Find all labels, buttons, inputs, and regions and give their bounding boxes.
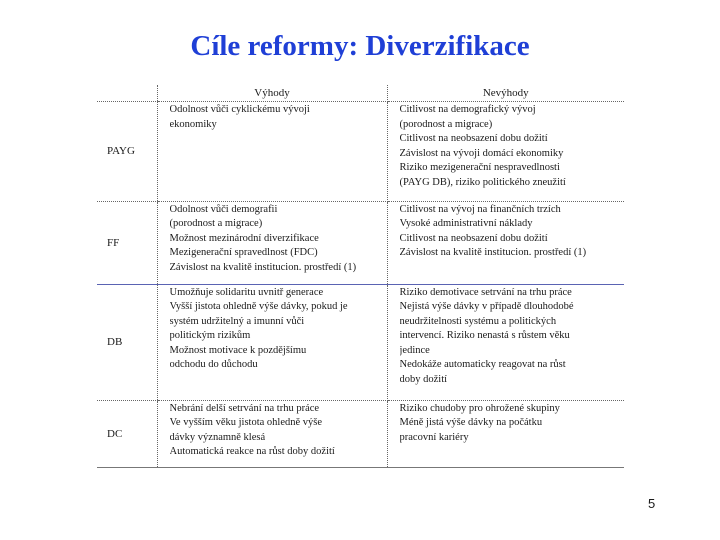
table-row-payg	[97, 102, 624, 202]
cell-line: neudržitelnosti systému a politických	[399, 315, 557, 327]
cell-line: doby dožití	[399, 373, 448, 385]
disadvantages-cell	[387, 284, 624, 400]
cell-line: Nebrání delší setrvání na trhu práce	[169, 402, 320, 414]
cell-line: Citlivost na demografický vývoj	[399, 104, 536, 115]
cell-line: Možnost motivace k pozdějšímu	[169, 344, 307, 356]
cell-line: Citlivost na neobsazení dobu dožití	[399, 133, 548, 144]
cell-line: Vyšší jistota ohledně výše dávky, pokud je	[169, 301, 348, 313]
cell-line: Závislost na kvalitě institucion. prostředí (1)	[399, 247, 587, 259]
cell-line: Odolnost vůči demografii	[169, 203, 278, 215]
slide-title: Cíle reformy: Diverzifikace	[190, 30, 530, 62]
disadvantages-cell	[387, 102, 624, 202]
cell-line: Riziko demotivace setrvání na trhu práce	[399, 286, 572, 298]
cell-line: pracovní kariéry	[399, 431, 469, 443]
comparison-table-wrap	[97, 85, 624, 468]
header-disadvantages: Nevýhody	[387, 85, 624, 102]
table-header-row	[97, 85, 624, 102]
cell-line: Citlivost na vývoj na finančních trzích	[399, 203, 561, 215]
cell-line: (PAYG DB), riziko politického zneužití	[399, 176, 566, 188]
cell-line: jedince	[399, 344, 430, 356]
page-number: 5	[648, 496, 656, 511]
cell-line: Závislost na kvalitě institucion. prostředí (1)	[169, 261, 357, 273]
table-row-db	[97, 284, 624, 400]
disadvantages-cell	[387, 201, 624, 284]
cell-line: Závislost na vývoji domácí ekonomiky	[399, 147, 564, 159]
cell-line: politickým rizikům	[169, 330, 251, 342]
cell-line: odchodu do důchodu	[169, 359, 258, 371]
header-label	[97, 85, 157, 102]
comparison-table	[97, 85, 624, 468]
disadvantages-cell	[387, 400, 624, 467]
row-label: PAYG	[97, 102, 157, 202]
cell-line: Riziko mezigenerační nespravedlnosti	[399, 162, 560, 173]
advantages-cell	[157, 201, 387, 284]
cell-line: Nejistá výše dávky v případě dlouhodobé	[399, 301, 574, 313]
cell-line: ekonomiky	[169, 118, 217, 130]
cell-line: Riziko chudoby pro ohrožené skupiny	[399, 402, 560, 414]
cell-line: dávky významně klesá	[169, 431, 266, 443]
row-label: DB	[97, 284, 157, 400]
cell-line: Méně jistá výše dávky na počátku	[399, 417, 543, 429]
cell-line: Ve vyšším věku jistota ohledně výše	[169, 417, 323, 429]
header-advantages: Výhody	[157, 85, 387, 102]
cell-line: intervencí. Riziko nenastá s růstem věku	[399, 330, 570, 342]
cell-line: Umožňuje solidaritu uvnitř generace	[169, 286, 324, 298]
cell-line: systém udržitelný a imunní vůči	[169, 315, 305, 327]
advantages-cell	[157, 102, 387, 202]
cell-line: (porodnost a migrace)	[399, 118, 493, 130]
cell-line: Citlivost na neobsazení dobu dožití	[399, 232, 548, 244]
cell-line: Nedokáže automaticky reagovat na růst	[399, 359, 566, 371]
cell-line: Automatická reakce na růst doby dožití	[169, 446, 335, 458]
cell-line: Možnost mezinárodní diverzifikace	[169, 232, 319, 244]
cell-line: Odolnost vůči cyklickému vývoji	[169, 104, 310, 115]
table-row-dc	[97, 400, 624, 467]
cell-line: Vysoké administrativní náklady	[399, 218, 533, 230]
cell-line: Mezigenerační spravedlnost (FDC)	[169, 247, 318, 259]
advantages-cell	[157, 284, 387, 400]
row-label: FF	[97, 201, 157, 284]
cell-line: (porodnost a migrace)	[169, 218, 263, 230]
advantages-cell	[157, 400, 387, 467]
table-row-ff	[97, 201, 624, 284]
row-label: DC	[97, 400, 157, 467]
